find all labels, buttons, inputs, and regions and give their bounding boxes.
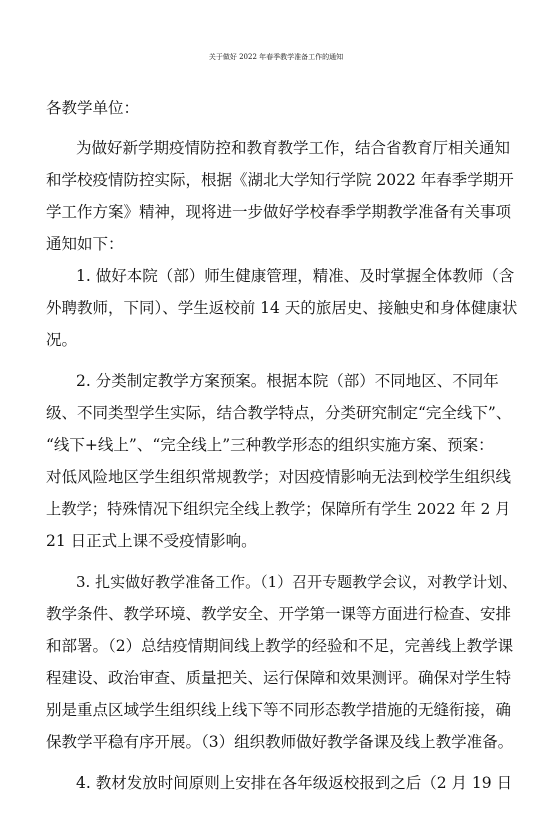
- paragraph-line: 为做好新学期疫情防控和教育教学工作，结合省教育厅相关通知: [76, 139, 511, 157]
- paragraph-line: 4. 教材发放时间原则上安排在各年级返校报到之后（2 月 19 日: [76, 774, 513, 792]
- paragraph-line: 教学条件、教学环境、教学安全、开学第一课等方面进行检查、安排: [46, 605, 512, 623]
- paragraph-line: “线下+线上”、“完全线上”三种教学形态的组织实施方案、预案：: [46, 436, 494, 454]
- paragraph-line: 21 日正式上课不受疫情影响。: [46, 532, 257, 550]
- paragraph-line: 1. 做好本院（部）师生健康管理，精准、及时掌握全体教师（含: [76, 267, 515, 285]
- document-title: 关于做好 2022 年春季教学准备工作的通知: [208, 53, 344, 61]
- paragraph-line: 学工作方案》精神，现将进一步做好学校春季学期教学准备有关事项: [46, 203, 512, 221]
- paragraph-line: 外聘教师，下同）、学生返校前 14 天的旅居史、接触史和身体健康状: [46, 299, 518, 317]
- paragraph-line: 上教学；特殊情况下组织完全线上教学；保障所有学生 2022 年 2 月: [46, 500, 511, 518]
- paragraph-line: 级、不同类型学生实际，结合教学特点，分类研究制定“完全线下”、: [46, 404, 512, 422]
- paragraph-line: 程建设、政治审查、质量把关、运行保障和效果测评。确保对学生特: [46, 669, 512, 687]
- paragraph-line: 和部署。（2）总结疫情期间线上教学的经验和不足，完善线上教学课: [46, 637, 514, 655]
- paragraph-line: 对低风险地区学生组织常规教学；对因疫情影响无法到校学生组织线: [46, 468, 512, 486]
- paragraph-line: 况。: [46, 331, 78, 349]
- paragraph-line: 通知如下：: [46, 235, 124, 253]
- paragraph-line: 2. 分类制定教学方案预案。根据本院（部）不同地区、不同年: [76, 372, 499, 390]
- paragraph-line: 保教学平稳有序开展。（3）组织教师做好教学备课及线上教学准备。: [46, 733, 514, 751]
- paragraph-line: 3. 扎实做好教学准备工作。（1）召开专题教学会议，对教学计划、: [76, 573, 518, 591]
- paragraph-line: 和学校疫情防控实际，根据《湖北大学知行学院 2022 年春季学期开: [46, 171, 514, 189]
- salutation: 各教学单位：: [46, 99, 140, 117]
- paragraph-line: 别是重点区域学生组织线上线下等不同形态教学措施的无缝衔接，确: [46, 701, 512, 719]
